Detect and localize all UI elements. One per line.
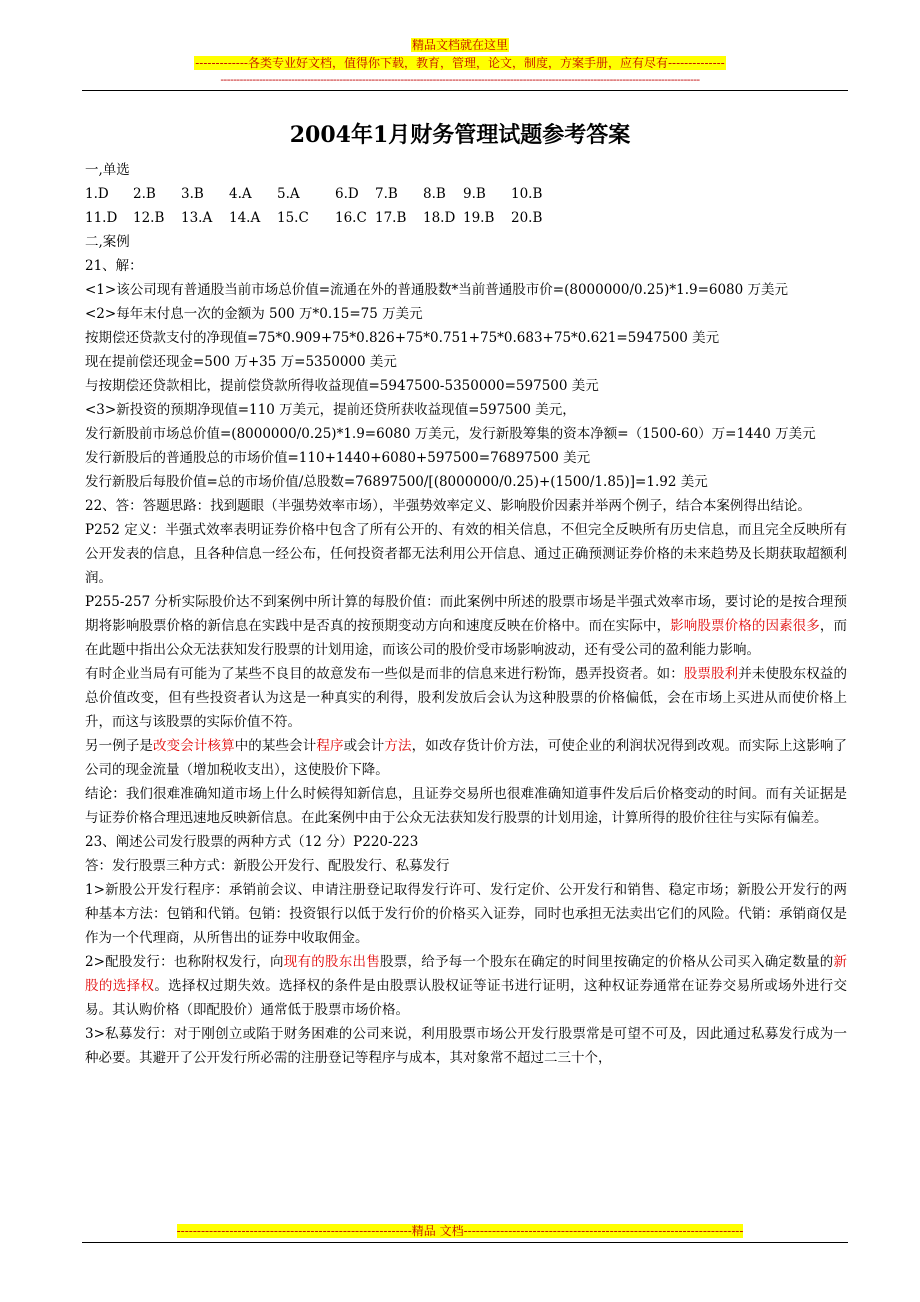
- text-run: 中的某些会计: [234, 738, 317, 754]
- answer: 4.A: [229, 186, 252, 202]
- q22-paragraph: [85, 662, 847, 734]
- emphasis-text: 方法: [384, 738, 412, 754]
- section-heading-single-choice: 一,单选: [85, 162, 130, 178]
- header-line-2: -------------各类专业好文档，值得你下载，教育，管理，论文，制度，方案手册，应有尽有--------------: [195, 56, 725, 70]
- q23-paragraph: 3>私募发行：对于刚创立或陷于财务困难的公司来说，利用股票市场公开发行股票常是可望不可及，因此通过私募发行成为一种必要。其避开了公开发行所必需的注册登记等程序与成本，其对象常不超过二三十个，: [85, 1026, 847, 1066]
- answer: 6.D: [335, 186, 359, 202]
- text-run: 2>配股发行：也称附权发行，向: [85, 954, 284, 970]
- header-line-3: -----------------------------------------------------------------------------------------------------------------------------------------------------: [220, 73, 700, 86]
- answer: 16.C: [335, 210, 367, 226]
- text-run: 有时企业当局有可能为了某些不良目的故意发布一些似是而非的信息来进行粉饰，愚弄投资者。如：: [85, 666, 684, 682]
- footer-rule: [82, 1242, 848, 1243]
- q23-heading: 23、阐述公司发行股票的两种方式（12 分）P220-223: [85, 834, 419, 850]
- q21-line: <1>该公司现有普通股当前市场总价值=流通在外的普通股数*当前普通股市价=(8000000/0.25)*1.9=6080 万美元: [85, 282, 789, 298]
- answer: 18.D: [423, 210, 456, 226]
- q22-paragraph: 22、答：答题思路：找到题眼（半强势效率市场），半强势效率定义、影响股价因素并举两个例子，结合本案例得出结论。: [85, 498, 811, 514]
- answer: 19.B: [463, 210, 495, 226]
- footer-text: ----------------------------------------------------------精品 文档---------------------------------------------------------------------: [176, 1224, 744, 1238]
- answer: 5.A: [277, 186, 300, 202]
- q21-line: <3>新投资的预期净现值=110 万美元，提前还贷所获收益现值=597500 美元，: [85, 402, 576, 418]
- header-line-1: 精品文档就在这里: [411, 38, 508, 52]
- text-run: ，而在此题中指出公众无法获知发行股票的计划用途，而该公司的股价受市场影响波动，还有受公司的盈利能力影响。: [85, 618, 848, 658]
- answer: 9.B: [463, 186, 486, 202]
- emphasis-text: 影响股票价格的因素很多: [670, 618, 820, 634]
- text-run: 或会计: [343, 738, 385, 754]
- answers-row-2: [85, 206, 847, 230]
- text-run: 。选择权过期失效。选择权的条件是由股票认股权证等证书进行证明，这种权证券通常在证券交易所或场外进行交易。其认购价格（即配股价）通常低于股票市场价格。: [85, 978, 848, 1018]
- answer: 12.B: [133, 210, 165, 226]
- q21-line: <2>每年末付息一次的金额为 500 万*0.15=75 万美元: [85, 306, 423, 322]
- q21-heading: 21、解：: [85, 258, 143, 274]
- q21-line: 发行新股前市场总价值=(8000000/0.25)*1.9=6080 万美元，发行新股筹集的资本净额=（1500-60）万=1440 万美元: [85, 426, 816, 442]
- document-body: [85, 158, 847, 1070]
- answer: 7.B: [375, 186, 398, 202]
- q23-answer: 答：发行股票三种方式：新股公开发行、配股发行、私募发行: [85, 858, 450, 874]
- page-title: 2004年1月财务管理试题参考答案: [289, 122, 631, 148]
- q21-line: 发行新股后的普通股总的市场价值=110+1440+6080+597500=76897500 美元: [85, 450, 591, 466]
- q21-line: 按期偿还贷款支付的净现值=75*0.909+75*0.826+75*0.751+75*0.683+75*0.621=5947500 美元: [85, 330, 720, 346]
- answers-row-1: [85, 182, 847, 206]
- answer: 17.B: [375, 210, 407, 226]
- section-heading-case: 二,案例: [85, 234, 130, 250]
- text-run: P255-257 分析实际股价达不到案例中所计算的每股价值：而此案例中所述的股票市场是半强式效率市场，要讨论的是按合理预期将影响股票价格的新信息在实践中是否真的按预期变动方向和速度反映在价格中。而在实际中，: [85, 594, 847, 634]
- text-run: 并未使股东权益的总价值改变，但有些投资者认为这是一种真实的利得，股利发放后会认为这种股票的价格偏低，会在市场上买进从而使价格上升，而这与该股票的实际价值不符。: [85, 666, 848, 730]
- answer: 2.B: [133, 186, 156, 202]
- q23-paragraph: 1>新股公开发行程序：承销前会议、申请注册登记取得发行许可、发行定价、公开发行和销售、稳定市场；新股公开发行的两种基本方法：包销和代销。包销：投资银行以低于发行价的价格买入证券，同时也承担无法卖出它们的风险。代销：承销商仅是作为一个代理商，从所售出的证券中收取佣金。: [85, 882, 847, 946]
- emphasis-text: 程序: [316, 738, 344, 754]
- text-run: ，如改存货计价方法，可使企业的利润状况得到改观。而实际上这影响了公司的现金流量（增加税收支出），这使股价下降。: [85, 738, 848, 778]
- emphasis-text: 股票股利: [683, 666, 739, 682]
- answer: 20.B: [511, 210, 543, 226]
- q22-conclusion: 结论：我们很难准确知道市场上什么时候得知新信息，且证券交易所也很难准确知道事件发后后价格变动的时间。而有关证据是与证券价格合理迅速地反映新信息。在此案例中由于公众无法获知发行股票的计划用途，计算所得的股价往往与实际有偏差。: [85, 786, 847, 826]
- q22-paragraph: [85, 590, 847, 662]
- answer: 15.C: [277, 210, 309, 226]
- answer: 1.D: [85, 186, 109, 202]
- answer: 3.B: [181, 186, 204, 202]
- q22-paragraph: P252 定义：半强式效率表明证券价格中包含了所有公开的、有效的相关信息，不但完全反映所有历史信息，而且完全反映所有公开发表的信息，且各种信息一经公布，任何投资者都无法利用公开信息、通过正确预测证券价格的未来趋势及长期获取超额利润。: [85, 522, 847, 586]
- header-rule: [82, 90, 848, 91]
- answer: 11.D: [85, 210, 118, 226]
- emphasis-text: 改变会计核算: [153, 738, 235, 754]
- q22-paragraph: [85, 734, 847, 782]
- answer: 14.A: [229, 210, 261, 226]
- q21-line: 发行新股后每股价值=总的市场价值/总股数=76897500/[(8000000/0.25)+(1500/1.85)]=1.92 美元: [85, 474, 708, 490]
- text-run: 另一例子是: [85, 738, 154, 754]
- answer: 13.A: [181, 210, 213, 226]
- answer: 8.B: [423, 186, 446, 202]
- emphasis-text: 新股的选择权: [85, 954, 848, 994]
- q21-line: 现在提前偿还现金=500 万+35 万=5350000 美元: [85, 354, 397, 370]
- emphasis-text: 现有的股东出售: [283, 954, 380, 970]
- text-run: 股票，给予每一个股东在确定的时间里按确定的价格从公司买入确定数量的: [380, 954, 834, 970]
- footer: [0, 1222, 920, 1239]
- q21-line: 与按期偿还贷款相比，提前偿贷款所得收益现值=5947500-5350000=597500 美元: [85, 378, 599, 394]
- q23-paragraph: [85, 950, 847, 1022]
- answer: 10.B: [511, 186, 543, 202]
